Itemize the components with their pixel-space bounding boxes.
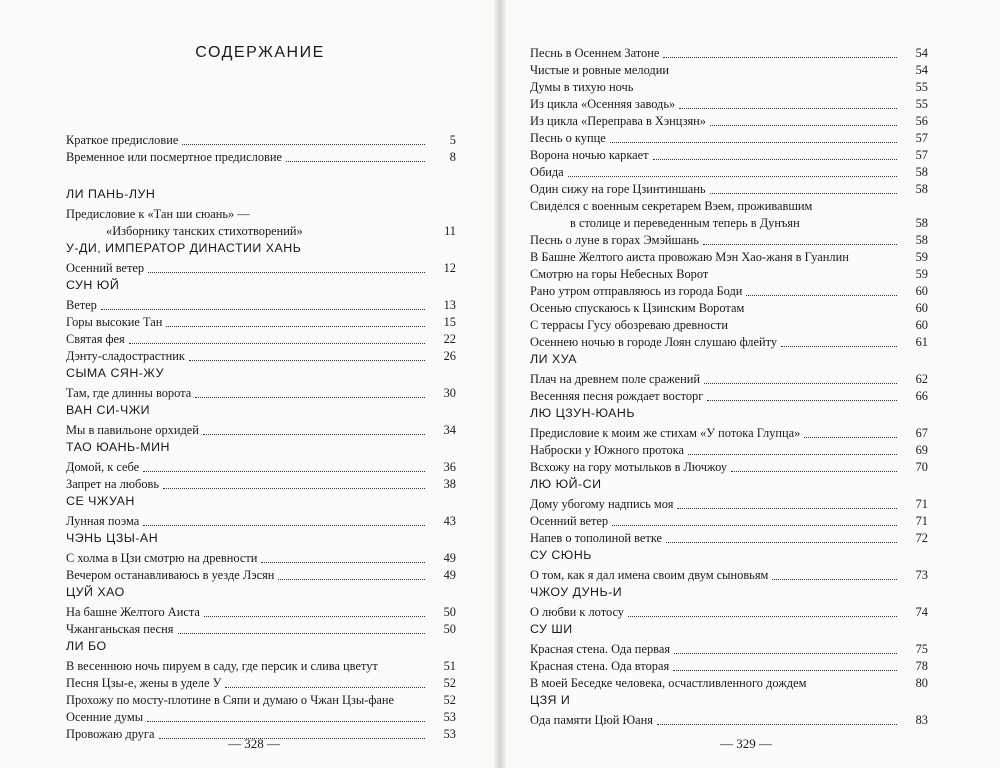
leader-dots (663, 57, 897, 58)
entry-title: Песнь о луне в горах Эмэйшань (530, 233, 699, 247)
toc-entry (530, 371, 928, 388)
toc-entry (530, 215, 928, 232)
entry-title: Чистые и ровные мелодии (530, 63, 669, 77)
toc-entry (66, 476, 456, 493)
toc-entry (66, 223, 456, 240)
entry-page: 30 (443, 386, 456, 400)
entry-title: В Башне Желтого аиста провожаю Мэн Хао-жаня в Гуанлин (530, 250, 849, 264)
entry-title: Весенняя песня рождает восторг (530, 389, 704, 403)
entry-page: 70 (915, 460, 928, 474)
entry-page: 52 (443, 693, 456, 707)
author-heading: ТАО ЮАНЬ-МИН (66, 440, 170, 454)
entry-page: 58 (915, 182, 928, 196)
toc-entry (66, 260, 456, 277)
toc-entry (66, 459, 456, 476)
page-number-right: — 329 — (720, 736, 772, 751)
entry-title: Дэнту-сладострастник (66, 349, 185, 363)
toc-entry (66, 422, 456, 439)
toc-entry (66, 675, 456, 692)
entry-title: Осенью спускаюсь к Цзинским Воротам (530, 301, 745, 315)
entry-title: О том, как я дал имена своим двум сыновьям (530, 568, 769, 582)
leader-dots (203, 434, 425, 435)
entry-title: Рано утром отправляюсь из города Боди (530, 284, 743, 298)
entry-title: Свиделся с военным секретарем Вэем, проживавшим (530, 199, 813, 213)
entry-page: 78 (915, 659, 928, 673)
entry-page: 71 (915, 514, 928, 528)
toc-entry (530, 62, 928, 79)
author-heading: ЛЮ ЦЗУН-ЮАНЬ (530, 406, 635, 420)
entry-page: 49 (443, 568, 456, 582)
leader-dots (101, 309, 425, 310)
toc-entry (530, 232, 928, 249)
author-heading: СУ СЮНЬ (530, 548, 592, 562)
entry-page: 72 (915, 531, 928, 545)
toc-entry (66, 658, 456, 675)
entry-title: Дому убогому надпись моя (530, 497, 674, 511)
entry-title: Краткое предисловие (66, 133, 179, 147)
entry-title: Домой, к себе (66, 460, 140, 474)
entry-page: 61 (915, 335, 928, 349)
entry-title: Ода памяти Цюй Юаня (530, 713, 653, 727)
author-heading: ЧЭНЬ ЦЗЫ-АН (66, 531, 159, 545)
entry-page: 80 (915, 676, 928, 690)
leader-dots (286, 161, 425, 162)
leader-dots (159, 738, 425, 739)
entry-title: С террасы Гусу обозреваю древности (530, 318, 728, 332)
leader-dots (195, 397, 425, 398)
entry-title: В моей Беседке человека, осчастливленного дождем (530, 676, 807, 690)
entry-page: 22 (443, 332, 456, 346)
entry-title: Ворона ночью каркает (530, 148, 649, 162)
toc-entry (66, 297, 456, 314)
toc-entry (66, 149, 456, 166)
entry-page: 15 (443, 315, 456, 329)
entry-title: Плач на древнем поле сражений (530, 372, 701, 386)
author-heading: СУН ЮЙ (66, 278, 120, 292)
leader-dots (703, 244, 897, 245)
entry-page: 55 (915, 97, 928, 111)
leader-dots (674, 653, 897, 654)
entry-page: 58 (915, 233, 928, 247)
entry-title: Вечером останавливаюсь в уезде Лэсян (66, 568, 275, 582)
entry-page: 58 (915, 216, 928, 230)
entry-title: Напев о тополиной ветке (530, 531, 663, 545)
leader-dots (278, 579, 425, 580)
entry-title: О любви к лотосу (530, 605, 624, 619)
entry-page: 60 (915, 318, 928, 332)
leader-dots (666, 542, 897, 543)
toc-entry (66, 604, 456, 621)
leader-dots (677, 508, 897, 509)
toc-entry (530, 283, 928, 300)
toc-entry (530, 658, 928, 675)
entry-title: Песня Цзы-е, жены в уделе У (66, 676, 222, 690)
entry-title: Провожаю друга (66, 727, 155, 741)
toc-entry-line (530, 198, 928, 215)
entry-title: Красная стена. Ода первая (530, 642, 671, 656)
book-gutter (494, 0, 506, 768)
entry-page: 50 (443, 622, 456, 636)
entry-page: 13 (443, 298, 456, 312)
leader-dots (772, 579, 897, 580)
toc-entry (530, 604, 928, 621)
author-heading: ЦУЙ ХАО (66, 585, 125, 599)
entry-title: Осеннею ночью в городе Лоян слушаю флейту (530, 335, 778, 349)
leader-dots (704, 383, 897, 384)
entry-page: 53 (443, 710, 456, 724)
toc-entry (530, 300, 928, 317)
entry-title: С холма в Цзи смотрю на древности (66, 551, 258, 565)
entry-title: Наброски у Южного протока (530, 443, 684, 457)
toc-entry (530, 459, 928, 476)
entry-page: 43 (443, 514, 456, 528)
leader-dots (707, 400, 897, 401)
entry-title: Лунная поэма (66, 514, 140, 528)
leader-dots (143, 471, 425, 472)
entry-page: 50 (443, 605, 456, 619)
entry-title: Прохожу по мосту-плотине в Сяпи и думаю о Чжан Цзы-фане (66, 693, 394, 707)
entry-title: Ветер (66, 298, 97, 312)
entry-page: 60 (915, 284, 928, 298)
entry-title: Смотрю на горы Небесных Ворот (530, 267, 709, 281)
entry-title: Святая фея (66, 332, 125, 346)
leader-dots (261, 562, 425, 563)
entry-title: Обида (530, 165, 564, 179)
toc-entry (66, 314, 456, 331)
toc-entry (530, 442, 928, 459)
entry-title: Чжанганьская песня (66, 622, 174, 636)
toc-entry (530, 79, 928, 96)
entry-page: 59 (915, 250, 928, 264)
entry-title: Всхожу на гору мотыльков в Лючжоу (530, 460, 728, 474)
leader-dots (204, 616, 425, 617)
leader-dots (568, 176, 897, 177)
toc-entry (530, 675, 928, 692)
leader-dots (148, 272, 425, 273)
entry-title: Из цикла «Осенняя заводь» (530, 97, 676, 111)
entry-page: 74 (915, 605, 928, 619)
leader-dots (688, 454, 897, 455)
entry-page: 5 (449, 133, 456, 147)
leader-dots (731, 471, 897, 472)
entry-page: 57 (915, 131, 928, 145)
leader-dots (657, 724, 897, 725)
leader-dots (147, 721, 425, 722)
entry-title: В весеннюю ночь пируем в саду, где персик и слива цветут (66, 659, 378, 673)
toc-title: СОДЕРЖАНИЕ (195, 44, 325, 61)
entry-title: Из цикла «Переправа в Хэнцзян» (530, 114, 706, 128)
toc-entry (66, 550, 456, 567)
toc-entry (66, 385, 456, 402)
author-heading: ЛИ ПАНЬ-ЛУН (66, 187, 156, 201)
entry-page: 73 (915, 568, 928, 582)
toc-entry (530, 530, 928, 547)
entry-title-continued: в столице и переведенным теперь в Дунъян (570, 216, 800, 230)
author-heading: У-ДИ, ИМПЕРАТОР ДИНАСТИИ ХАНЬ (66, 241, 302, 255)
entry-page: 12 (443, 261, 456, 275)
author-heading: ЦЗЯ И (530, 693, 571, 707)
entry-page: 26 (443, 349, 456, 363)
leader-dots (804, 437, 897, 438)
entry-page: 57 (915, 148, 928, 162)
toc-entry (530, 45, 928, 62)
entry-title: Осенний ветер (66, 261, 145, 275)
entry-title: Красная стена. Ода вторая (530, 659, 670, 673)
toc-entry (530, 641, 928, 658)
entry-page: 53 (443, 727, 456, 741)
entry-title: Мы в павильоне орхидей (66, 423, 199, 437)
leader-dots (781, 346, 897, 347)
leader-dots (628, 616, 897, 617)
toc-entry (530, 334, 928, 351)
leader-dots (710, 125, 897, 126)
entry-page: 71 (915, 497, 928, 511)
toc-entry (530, 181, 928, 198)
toc-entry (66, 132, 456, 149)
toc-entry (66, 513, 456, 530)
toc-entry (530, 147, 928, 164)
toc-entry (66, 692, 456, 709)
author-heading: ЧЖОУ ДУНЬ-И (530, 585, 623, 599)
toc-entry (66, 567, 456, 584)
entry-page: 69 (915, 443, 928, 457)
author-heading: ЛИ БО (66, 639, 107, 653)
author-heading: СЕ ЧЖУАН (66, 494, 135, 508)
author-heading: ВАН СИ-ЧЖИ (66, 403, 151, 417)
entry-page: 75 (915, 642, 928, 656)
entry-title: Запрет на любовь (66, 477, 160, 491)
entry-page: 66 (915, 389, 928, 403)
leader-dots (143, 525, 425, 526)
leader-dots (653, 159, 897, 160)
leader-dots (710, 193, 897, 194)
entry-title: Один сижу на горе Цзинтиншань (530, 182, 706, 196)
entry-page: 49 (443, 551, 456, 565)
leader-dots (163, 488, 425, 489)
toc-entry (530, 425, 928, 442)
leader-dots (612, 525, 897, 526)
entry-page: 67 (915, 426, 928, 440)
author-heading: ЛЮ ЮЙ-СИ (530, 477, 602, 491)
page-number-left: — 328 — (228, 736, 280, 751)
entry-page: 55 (915, 80, 928, 94)
entry-title: Песнь о купце (530, 131, 606, 145)
leader-dots (166, 326, 425, 327)
entry-page: 62 (915, 372, 928, 386)
leader-dots (189, 360, 425, 361)
entry-page: 36 (443, 460, 456, 474)
toc-entry (530, 317, 928, 334)
entry-page: 83 (915, 713, 928, 727)
toc-entry (530, 712, 928, 729)
leader-dots (182, 144, 425, 145)
author-heading: СЫМА СЯН-ЖУ (66, 366, 165, 380)
entry-title: Там, где длинны ворота (66, 386, 192, 400)
toc-entry (530, 130, 928, 147)
entry-page: 34 (443, 423, 456, 437)
toc-entry (66, 331, 456, 348)
toc-entry (530, 266, 928, 283)
toc-entry (66, 621, 456, 638)
entry-page: 51 (443, 659, 456, 673)
entry-title: На башне Желтого Аиста (66, 605, 200, 619)
toc-entry-line (66, 206, 456, 223)
leader-dots (129, 343, 425, 344)
spacer (66, 166, 456, 186)
entry-title: Предисловие к моим же стихам «У потока Глупца» (530, 426, 801, 440)
entry-page: 60 (915, 301, 928, 315)
entry-title: Осенний ветер (530, 514, 609, 528)
entry-title: Предисловие к «Тан ши сюань» — (66, 207, 250, 221)
entry-title: Песнь в Осеннем Затоне (530, 46, 660, 60)
leader-dots (679, 108, 897, 109)
entry-title: Временное или посмертное предисловие (66, 150, 283, 164)
toc-left-column (66, 132, 456, 743)
entry-page: 52 (443, 676, 456, 690)
entry-page: 54 (915, 63, 928, 77)
entry-page: 38 (443, 477, 456, 491)
author-heading: СУ ШИ (530, 622, 573, 636)
entry-page: 54 (915, 46, 928, 60)
toc-entry (530, 249, 928, 266)
leader-dots (178, 633, 425, 634)
leader-dots (225, 687, 425, 688)
entry-page: 11 (444, 224, 456, 238)
entry-page: 59 (915, 267, 928, 281)
toc-entry (66, 348, 456, 365)
toc-entry (530, 388, 928, 405)
toc-entry (530, 513, 928, 530)
entry-title: Думы в тихую ночь (530, 80, 634, 94)
toc-entry (530, 113, 928, 130)
author-heading: ЛИ ХУА (530, 352, 578, 366)
toc-entry (530, 496, 928, 513)
entry-page: 58 (915, 165, 928, 179)
leader-dots (746, 295, 897, 296)
entry-title: Горы высокие Тан (66, 315, 163, 329)
leader-dots (610, 142, 897, 143)
entry-page: 8 (449, 150, 456, 164)
toc-entry (530, 567, 928, 584)
leader-dots (673, 670, 897, 671)
toc-right-column (530, 45, 928, 729)
entry-title-continued: «Изборнику танских стихотворений» (106, 224, 303, 238)
toc-entry (530, 96, 928, 113)
entry-title: Осенние думы (66, 710, 144, 724)
toc-entry (530, 164, 928, 181)
entry-page: 56 (915, 114, 928, 128)
toc-entry (66, 709, 456, 726)
